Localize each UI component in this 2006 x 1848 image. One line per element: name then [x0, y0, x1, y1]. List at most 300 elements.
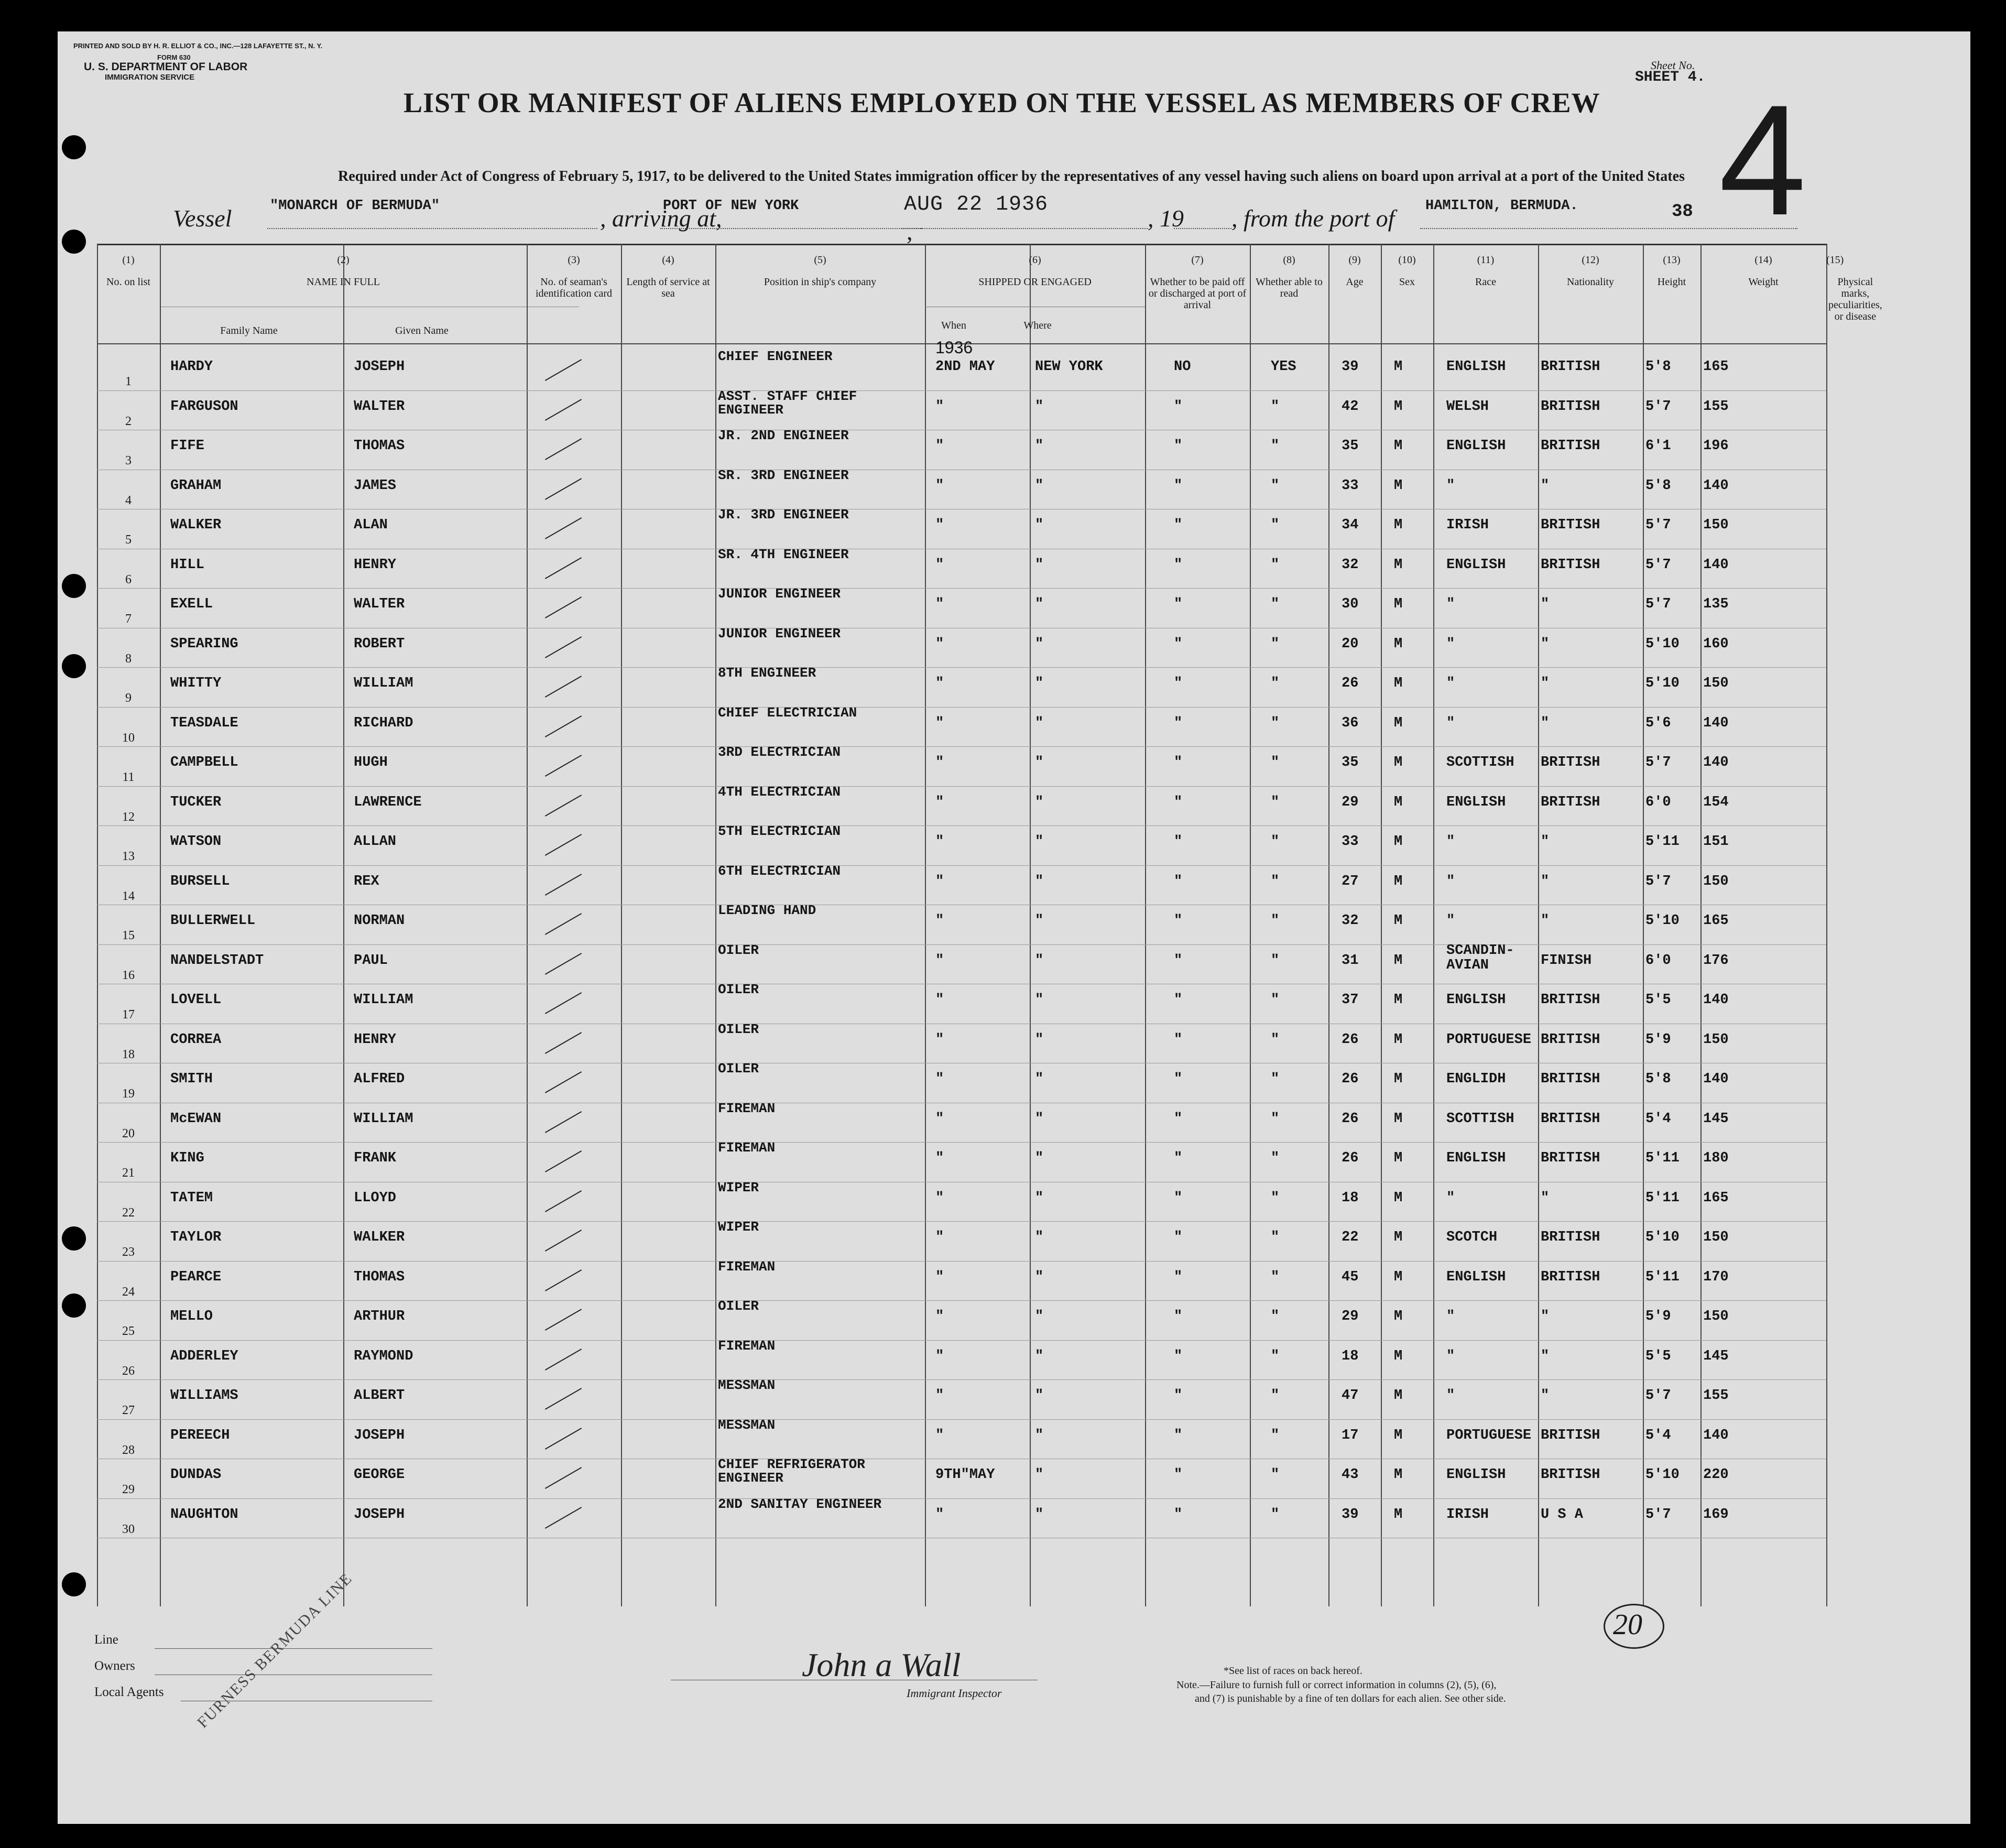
cell-family: BURSELL — [170, 873, 230, 889]
cell-sex: M — [1394, 1150, 1403, 1166]
row-number: 22 — [122, 1205, 135, 1220]
cell-family: CAMPBELL — [170, 755, 238, 770]
cell-read: " — [1271, 1111, 1280, 1127]
cell-race: SCOTTISH — [1446, 755, 1514, 770]
cell-given: WILLIAM — [354, 676, 413, 691]
cell-when: " — [935, 834, 944, 850]
cell-weight: 151 — [1703, 834, 1729, 850]
cell-weight: 150 — [1703, 1230, 1729, 1245]
cell-sex: M — [1394, 1348, 1403, 1364]
checkmark — [545, 438, 582, 460]
column-number: (4) — [662, 254, 674, 266]
cell-where: NEW YORK — [1035, 359, 1103, 375]
cell-position: WIPER — [718, 1219, 759, 1235]
cell-age: 26 — [1342, 1031, 1359, 1048]
checkmark — [545, 715, 582, 737]
cell-sex: M — [1394, 596, 1403, 612]
cell-paid: " — [1174, 1388, 1183, 1404]
cell-nat: " — [1541, 1348, 1550, 1364]
cell-sex: M — [1394, 1031, 1403, 1048]
column-header: Sex — [1399, 276, 1415, 288]
cell-position: OILER — [718, 1021, 759, 1037]
cell-family: NANDELSTADT — [170, 952, 264, 969]
cell-where: " — [1035, 438, 1044, 454]
cell-nat: " — [1541, 477, 1550, 494]
cell-position: OILER — [718, 1061, 759, 1077]
cell-nat: " — [1541, 1190, 1550, 1206]
cell-height: 5'7 — [1645, 596, 1671, 612]
cell-nat: BRITISH — [1541, 1111, 1600, 1127]
cell-sex: M — [1394, 913, 1403, 929]
cell-when: " — [935, 596, 944, 612]
column-number: (1) — [122, 254, 135, 266]
cell-height: 5'7 — [1645, 1388, 1671, 1404]
local-agents-label: Local Agents — [94, 1685, 164, 1699]
cell-paid: " — [1174, 557, 1183, 573]
cell-sex: M — [1394, 359, 1403, 375]
column-number: (5) — [814, 254, 826, 266]
row-number: 23 — [122, 1245, 135, 1259]
row-number: 12 — [122, 810, 135, 824]
cell-position: MESSMAN — [718, 1417, 776, 1433]
circled-number: 20 — [1613, 1608, 1642, 1641]
cell-race: " — [1446, 676, 1455, 691]
cell-position: OILER — [718, 942, 759, 958]
cell-given: HUGH — [354, 755, 388, 770]
cell-given: WALTER — [354, 398, 405, 415]
cell-position: JR. 3RD ENGINEER — [718, 507, 849, 523]
cell-where: " — [1035, 1150, 1044, 1166]
row-number: 30 — [122, 1522, 135, 1536]
cell-paid: " — [1174, 1309, 1183, 1324]
cell-where: " — [1035, 1348, 1044, 1364]
cell-when: " — [935, 873, 944, 889]
cell-race: PORTUGUESE — [1446, 1031, 1532, 1048]
cell-sex: M — [1394, 992, 1403, 1008]
cell-paid: " — [1174, 834, 1183, 850]
penalty-note-1: Note.—Failure to furnish full or correct information in columns (2), (5), (6), — [1176, 1679, 1497, 1691]
cell-nat: U S A — [1541, 1506, 1584, 1523]
cell-paid: " — [1174, 517, 1183, 533]
row-number: 4 — [125, 493, 132, 507]
cell-nat: " — [1541, 636, 1550, 652]
cell-nat: BRITISH — [1541, 1230, 1600, 1245]
cell-nat: BRITISH — [1541, 517, 1600, 533]
cell-given: JOSEPH — [354, 1427, 405, 1443]
cell-family: TEASDALE — [170, 715, 238, 731]
cell-where: " — [1035, 952, 1044, 969]
cell-paid: " — [1174, 636, 1183, 652]
row-number: 28 — [122, 1443, 135, 1457]
row-number: 6 — [125, 572, 132, 586]
cell-nat: " — [1541, 913, 1550, 929]
cell-when: " — [935, 913, 944, 929]
cell-when: " — [935, 952, 944, 969]
cell-sex: M — [1394, 438, 1403, 454]
cell-when: " — [935, 1348, 944, 1364]
cell-position: CHIEF ENGINEER — [718, 349, 833, 364]
cell-paid: " — [1174, 913, 1183, 929]
cell-family: ADDERLEY — [170, 1348, 238, 1364]
cell-given: HENRY — [354, 557, 397, 573]
row-number: 17 — [122, 1008, 135, 1021]
cell-read: " — [1271, 477, 1280, 494]
cell-family: MELLO — [170, 1309, 213, 1324]
row-number: 18 — [122, 1047, 135, 1061]
cell-height: 5'8 — [1645, 1071, 1671, 1087]
cell-given: GEORGE — [354, 1467, 405, 1483]
cell-read: " — [1271, 873, 1280, 889]
cell-where: " — [1035, 992, 1044, 1008]
cell-where: " — [1035, 1111, 1044, 1127]
cell-family: DUNDAS — [170, 1467, 222, 1483]
cell-read: " — [1271, 1269, 1280, 1285]
cell-when: " — [935, 1309, 944, 1324]
cell-height: 5'10 — [1645, 1467, 1680, 1483]
cell-race: " — [1446, 913, 1455, 929]
cell-age: 26 — [1342, 1150, 1359, 1166]
cell-paid: " — [1174, 1031, 1183, 1048]
cell-where: " — [1035, 873, 1044, 889]
family-name-header: Family Name — [220, 325, 278, 336]
cell-height: 5'11 — [1645, 1150, 1680, 1166]
cell-family: WHITTY — [170, 676, 222, 691]
cell-where: " — [1035, 755, 1044, 770]
cell-age: 20 — [1342, 636, 1359, 652]
cell-family: WILLIAMS — [170, 1388, 238, 1404]
cell-weight: 135 — [1703, 596, 1729, 612]
cell-read: " — [1271, 438, 1280, 454]
checkmark — [545, 1230, 582, 1252]
cell-age: 35 — [1342, 755, 1359, 770]
cell-race: ENGLISH — [1446, 1467, 1506, 1483]
cell-when: " — [935, 517, 944, 533]
cell-family: NAUGHTON — [170, 1506, 238, 1523]
cell-paid: " — [1174, 1427, 1183, 1443]
cell-race: IRISH — [1446, 1506, 1489, 1523]
cell-family: HARDY — [170, 359, 213, 375]
cell-age: 26 — [1342, 1111, 1359, 1127]
cell-age: 36 — [1342, 715, 1359, 731]
cell-where: " — [1035, 715, 1044, 731]
cell-read: " — [1271, 517, 1280, 533]
cell-given: RAYMOND — [354, 1348, 413, 1364]
row-number: 20 — [122, 1126, 135, 1140]
binder-hole — [62, 574, 86, 598]
cell-weight: 140 — [1703, 992, 1729, 1008]
checkmark — [545, 1309, 582, 1331]
cell-read: " — [1271, 1071, 1280, 1087]
cell-where: " — [1035, 1427, 1044, 1443]
cell-position: 8TH ENGINEER — [718, 665, 816, 681]
cell-read: " — [1271, 715, 1280, 731]
cell-where: " — [1035, 794, 1044, 810]
cell-where: " — [1035, 913, 1044, 929]
cell-read: " — [1271, 676, 1280, 691]
cell-paid: " — [1174, 1467, 1183, 1483]
binder-hole — [62, 1226, 86, 1251]
crew-table: (1) No. on list (2) NAME IN FULL (3) No. of seaman's identification card (4) Length of service at sea (5) Position in ship's company (6) SHIPPED OR ENGAGED (7) Whether to be paid off or discharged at port of arrival (8) Whether able to read (9) Age (10) Sex (11) Race (12) Nationality (13) Height (14) Weight (15) Physical marks, peculiarities, or disease Family Name Given Name When Where 1936 1 HARDY JOSEPH CHIEF ENGINEER 2ND MAY NEW YORK NO YES 39 M ENGLISH BRITISH 5'8 165 2 FARGUSON WALTER ASST. STAFF CHIEF ENGINEER " " " " 42 M WELSH BRITISH 5'7 155 3 FIFE THOMAS JR. 2ND ENGINEER " " " " 35 M ENGLISH BRITISH 6'1 196 4 GRAHAM JAMES SR. 3RD ENGINEER " " " " 33 M " " 5'8 140 5 WALKER ALAN JR. 3RD ENGINEER " " " " 34 M IRISH BRITISH 5'7 150 6 HILL HENRY SR. 4TH ENGINEER " " " " 32 M ENGLISH BRITISH 5'7 140 7 EXELL WALTER JUNIOR ENGINEER " " " " 30 M " " 5'7 135 8 SPEARING ROBERT JUNIOR ENGINEER " " " " 20 M " " 5'10 160 9 WHITTY WILLIAM 8TH ENGINEER " " " " 26 M " " 5'10 150 10 TEASDALE RICHARD CHIEF ELECTRICIAN " " " " 36 M " " 5'6 140 11 CAMPBELL HUGH 3RD ELECTRICIAN " " " " 35 M SCOTTISH BRITISH 5'7 140 12 TUCKER LAWRENCE 4TH ELECTRICIAN " " " " 29 M ENGLISH BRITISH 6'0 154 13 WATSON ALLAN 5TH ELECTRICIAN " " " " 33 M " " 5'11 151 14 BURSELL REX 6TH ELECTRICIAN " " " " 27 M " " 5'7 150 15 BULLERWELL NORMAN LEADING HAND " " " " 32 M " " 5'10 165 16 NANDELSTADT PAUL OILER " " " " 31 M SCANDIN- AVIAN FINISH 6'0 176 17 LOVELL WILLIAM OILER " " " " 37 M ENGLISH BRITISH 5'5 140 18 CORREA HENRY OILER " " " " 26 M PORTUGUESE BRITISH 5'9 150 19 SMITH ALFRED OILER " " " " 26 M ENGLIDH BRITISH 5'8 140 20 McEWAN WILLIAM FIREMAN " " " " 26 M SCOTTISH BRITISH 5'4 145 21 KING FRANK FIREMAN " " " " 26 M ENGLISH BRITISH 5'11 180 22 TATEM LLOYD WIPER " " " " 18 M " " 5'11 165 23 TAYLOR WALKER WIPER " " " " 22 M SCOTCH BRITISH 5'10 150 24 PEARCE THOMAS FIREMAN " " " " 45 M ENGLISH BRITISH 5'11 170 25 MELLO ARTHUR OILER " " " " 29 M " " 5'9 150 26 ADDERLEY RAYMOND FIREMAN " " " " 18 M " " 5'5 145 27 WILLIAMS ALBERT MESSMAN " " " " 47 M " " 5'7 155 28 PEREECH JOSEPH MESSMAN " " " " 17 M PORTUGUESE BRITISH 5'4 140 29 DUNDAS GEORGE CHIEF REFRIGERATOR ENGINEER 9TH"MAY " " " 43 M ENGLISH BRITISH 5'10 220 30 NAUGHTON JOSEPH 2ND SANITAY ENGINEER " " " " 39 M IRISH U S A 5'7 169 — [97, 244, 1826, 1606]
cell-weight: 176 — [1703, 952, 1729, 969]
cell-position: SR. 3RD ENGINEER — [718, 467, 849, 483]
owners-label: Owners — [94, 1659, 135, 1673]
cell-paid: " — [1174, 1071, 1183, 1087]
column-header: No. of seaman's identification card — [535, 276, 613, 299]
form-number: FORM 630 — [157, 53, 191, 61]
cell-when: 9TH"MAY — [935, 1467, 995, 1483]
cell-age: 47 — [1342, 1388, 1359, 1404]
cell-given: ARTHUR — [354, 1309, 405, 1324]
department: U. S. DEPARTMENT OF LABOR — [84, 61, 248, 73]
row-number: 5 — [125, 533, 132, 547]
cell-weight: 140 — [1703, 557, 1729, 573]
cell-race: ENGLISH — [1446, 794, 1506, 810]
cell-when: " — [935, 477, 944, 494]
cell-race: ENGLISH — [1446, 1150, 1506, 1166]
cell-weight: 140 — [1703, 755, 1729, 770]
cell-weight: 169 — [1703, 1506, 1729, 1523]
cell-when: " — [935, 1111, 944, 1127]
cell-sex: M — [1394, 715, 1403, 731]
cell-race: PORTUGUESE — [1446, 1427, 1532, 1443]
cell-weight: 140 — [1703, 1427, 1729, 1443]
row-number: 19 — [122, 1087, 135, 1101]
cell-given: REX — [354, 873, 379, 889]
cell-given: ALAN — [354, 517, 388, 533]
cell-race: ENGLIDH — [1446, 1071, 1506, 1087]
cell-nat: BRITISH — [1541, 794, 1600, 810]
cell-height: 5'4 — [1645, 1427, 1671, 1443]
cell-paid: " — [1174, 715, 1183, 731]
cell-paid: " — [1174, 873, 1183, 889]
cell-given: ALLAN — [354, 834, 397, 850]
cell-position: 2ND SANITAY ENGINEER — [718, 1496, 882, 1512]
cell-position: FIREMAN — [718, 1258, 776, 1275]
cell-where: " — [1035, 517, 1044, 533]
cell-sex: M — [1394, 398, 1403, 415]
cell-nat: BRITISH — [1541, 1150, 1600, 1166]
cell-age: 34 — [1342, 517, 1359, 533]
cell-family: WALKER — [170, 517, 222, 533]
cell-when: " — [935, 794, 944, 810]
cell-weight: 165 — [1703, 913, 1729, 929]
binder-hole — [62, 654, 86, 678]
cell-race: IRISH — [1446, 517, 1489, 533]
cell-given: THOMAS — [354, 438, 405, 454]
cell-sex: M — [1394, 517, 1403, 533]
cell-where: " — [1035, 477, 1044, 494]
cell-height: 5'9 — [1645, 1031, 1671, 1048]
checkmark — [545, 1190, 582, 1212]
cell-height: 5'10 — [1645, 913, 1680, 929]
cell-position: 5TH ELECTRICIAN — [718, 823, 841, 839]
cell-family: FIFE — [170, 438, 204, 454]
checkmark — [545, 1428, 582, 1450]
line-label: Line — [94, 1633, 118, 1647]
cell-position: WIPER — [718, 1179, 759, 1195]
cell-age: 32 — [1342, 913, 1359, 929]
cell-position: FIREMAN — [718, 1338, 776, 1354]
cell-height: 5'5 — [1645, 1348, 1671, 1364]
row-number: 29 — [122, 1483, 135, 1496]
inspector-title: Immigrant Inspector — [907, 1687, 1002, 1700]
cell-weight: 155 — [1703, 1388, 1729, 1404]
cell-where: " — [1035, 1269, 1044, 1285]
column-number: (3) — [568, 254, 580, 266]
column-number: (14) — [1754, 254, 1772, 266]
cell-sex: M — [1394, 636, 1403, 652]
row-number: 24 — [122, 1285, 135, 1299]
column-number: (12) — [1582, 254, 1599, 266]
cell-sex: M — [1394, 1071, 1403, 1087]
cell-read: " — [1271, 755, 1280, 770]
cell-when: " — [935, 1031, 944, 1048]
cell-nat: " — [1541, 596, 1550, 612]
cell-race: ENGLISH — [1446, 557, 1506, 573]
cell-age: 29 — [1342, 1309, 1359, 1324]
cell-age: 17 — [1342, 1427, 1359, 1443]
cell-sex: M — [1394, 1309, 1403, 1324]
cell-where: " — [1035, 398, 1044, 415]
cell-race: " — [1446, 477, 1455, 494]
cell-where: " — [1035, 1230, 1044, 1245]
column-number: (6) — [1029, 254, 1041, 266]
cell-position: 3RD ELECTRICIAN — [718, 744, 841, 760]
cell-family: SPEARING — [170, 636, 238, 652]
cell-read: " — [1271, 992, 1280, 1008]
cell-age: 29 — [1342, 794, 1359, 810]
cell-where: " — [1035, 636, 1044, 652]
cell-position: 4TH ELECTRICIAN — [718, 784, 841, 800]
checkmark — [545, 517, 582, 539]
column-number: (8) — [1283, 254, 1295, 266]
cell-read: " — [1271, 398, 1280, 415]
cell-race: " — [1446, 1388, 1455, 1404]
from-label: , from the port of — [1231, 205, 1395, 232]
cell-weight: 150 — [1703, 873, 1729, 889]
cell-weight: 165 — [1703, 359, 1729, 375]
row-number: 1 — [125, 375, 132, 388]
checkmark — [545, 992, 582, 1014]
cell-sex: M — [1394, 873, 1403, 889]
row-number: 2 — [125, 414, 132, 428]
cell-nat: BRITISH — [1541, 557, 1600, 573]
cell-given: LLOYD — [354, 1190, 397, 1206]
cell-read: " — [1271, 1388, 1280, 1404]
cell-family: GRAHAM — [170, 477, 222, 494]
row-number: 9 — [125, 691, 132, 705]
cell-when: " — [935, 1150, 944, 1166]
cell-where: " — [1035, 1309, 1044, 1324]
cell-given: WILLIAM — [354, 992, 413, 1008]
cell-paid: NO — [1174, 359, 1191, 375]
cell-family: PEREECH — [170, 1427, 230, 1443]
column-header: Whether able to read — [1256, 276, 1323, 299]
cell-given: WALTER — [354, 596, 405, 612]
cell-race: ENGLISH — [1446, 1269, 1506, 1285]
year-1936: 1936 — [935, 338, 973, 357]
cell-nat: " — [1541, 1309, 1550, 1324]
cell-family: FARGUSON — [170, 398, 238, 415]
cell-weight: 180 — [1703, 1150, 1729, 1166]
cell-read: " — [1271, 1348, 1280, 1364]
cell-nat: " — [1541, 676, 1550, 691]
cell-position: CHIEF ELECTRICIAN — [718, 704, 857, 721]
cell-paid: " — [1174, 992, 1183, 1008]
cell-when: " — [935, 1506, 944, 1523]
column-header: NAME IN FULL — [307, 276, 380, 288]
cell-race: " — [1446, 715, 1455, 731]
cell-sex: M — [1394, 1467, 1403, 1483]
cell-family: McEWAN — [170, 1111, 222, 1127]
cell-age: 18 — [1342, 1348, 1359, 1364]
row-number: 10 — [122, 731, 135, 745]
cell-paid: " — [1174, 438, 1183, 454]
cell-position: CHIEF REFRIGERATOR ENGINEER — [718, 1456, 865, 1486]
cell-height: 5'11 — [1645, 1190, 1680, 1206]
cell-paid: " — [1174, 794, 1183, 810]
checkmark — [545, 874, 582, 896]
cell-paid: " — [1174, 1230, 1183, 1245]
cell-height: 5'5 — [1645, 992, 1671, 1008]
cell-sex: M — [1394, 1190, 1403, 1206]
cell-family: BULLERWELL — [170, 913, 256, 929]
cell-height: 5'9 — [1645, 1309, 1671, 1324]
cell-when: " — [935, 636, 944, 652]
cell-height: 5'7 — [1645, 517, 1671, 533]
cell-read: " — [1271, 1230, 1280, 1245]
binder-hole — [62, 1572, 86, 1596]
cell-read: " — [1271, 913, 1280, 929]
cell-weight: 155 — [1703, 398, 1729, 415]
cell-paid: " — [1174, 1190, 1183, 1206]
cell-weight: 165 — [1703, 1190, 1729, 1206]
checkmark — [545, 953, 582, 975]
cell-read: " — [1271, 557, 1280, 573]
checkmark — [545, 1150, 582, 1172]
cell-where: " — [1035, 1190, 1044, 1206]
cell-sex: M — [1394, 834, 1403, 850]
document-title: LIST OR MANIFEST OF ALIENS EMPLOYED ON THE VESSEL AS MEMBERS OF CREW — [404, 87, 1600, 118]
binder-hole — [62, 230, 86, 254]
cell-when: " — [935, 1427, 944, 1443]
column-header: SHIPPED OR ENGAGED — [978, 276, 1092, 288]
column-header: Length of service at sea — [626, 276, 710, 299]
cell-position: MESSMAN — [718, 1377, 776, 1393]
cell-weight: 170 — [1703, 1269, 1729, 1285]
cell-given: WALKER — [354, 1230, 405, 1245]
cell-position: LEADING HAND — [718, 903, 816, 918]
cell-age: 31 — [1342, 952, 1359, 969]
cell-nat: BRITISH — [1541, 1071, 1600, 1087]
column-header: Nationality — [1567, 276, 1614, 288]
cell-given: JOSEPH — [354, 359, 405, 375]
cell-paid: " — [1174, 596, 1183, 612]
cell-paid: " — [1174, 676, 1183, 691]
cell-weight: 140 — [1703, 477, 1729, 494]
cell-when: " — [935, 1071, 944, 1087]
column-header: Physical marks, peculiarities, or disease — [1828, 276, 1882, 322]
cell-height: 5'6 — [1645, 715, 1671, 731]
cell-sex: M — [1394, 1427, 1403, 1443]
column-number: (7) — [1191, 254, 1204, 266]
cell-paid: " — [1174, 477, 1183, 494]
row-number: 8 — [125, 651, 132, 666]
cell-race: WELSH — [1446, 398, 1489, 415]
cell-when: " — [935, 1230, 944, 1245]
cell-nat: BRITISH — [1541, 1467, 1600, 1483]
cell-read: " — [1271, 1190, 1280, 1206]
